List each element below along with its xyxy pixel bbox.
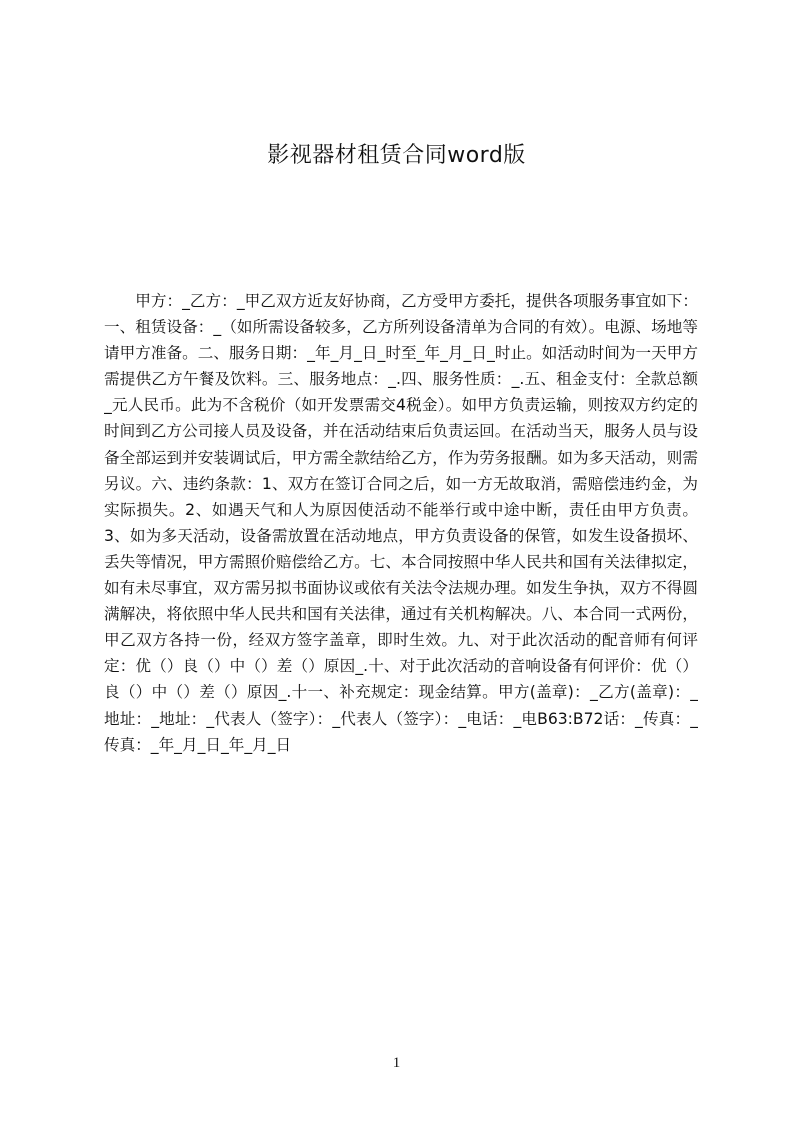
document-title: 影视器材租赁合同word版 — [267, 143, 526, 168]
contract-body-text: 甲方：_乙方：_甲乙双方近友好协商，乙方受甲方委托，提供各项服务事宜如下：一、租赁设备：_（如所需设备较多，乙方所列设备清单为合同的有效）。电源、场地等请甲方准备。二、服务日期：_年_月_日_时至_年_月_日_时止。如活动时间为一天甲方需提供乙方午餐及饮料。三、服务地点：_.四、服务性质：_.五、租金支付：全款总额_元人民币。此为不含税价（如开发票需交4税金）。如甲方负责运输，则按双方约定的时间到乙方公司接人员及设备，并在活动结束后负责运回。在活动当天，服务人员与设备全部运到并安装调试后，甲方需全款结给乙方，作为劳务报酬。如为多天活动，则需另议。六、违约条款：1、双方在签订合同之后，如一方无故取消，需赔偿违约金，为实际损失。2、如遇天气和人为原因使活动不能举行或中途中断，责任由甲方负责。3、如为多天活动，设备需放置在活动地点，甲方负责设备的保管，如发生设备损坏、丢失等情况，甲方需照价赔偿给乙方。七、本合同按照中华人民共和国有关法律拟定，如有未尽事宜，双方需另拟书面协议或依有关法令法规办理。如发生争执，双方不得圆满解决，将依照中华人民共和国有关法律，通过有关机构解决。八、本合同一式两份，甲乙双方各持一份，经双方签字盖章，即时生效。九、对于此次活动的配音师有何评定：优（）良（）中（）差（）原因_.十、对于此次活动的音响设备有何评价：优（）良（）中（）差（）原因_.十一、补充规定：现金结算。甲方(盖章)：_乙方(盖章)：_地址：_地址：_代表人（签字）：_代表人（签字）：_电话：_电B63:B72话：_传真：_传真：_年_月_日_年_月_日 — [104, 292, 698, 754]
page-number: 1 — [392, 1055, 401, 1071]
